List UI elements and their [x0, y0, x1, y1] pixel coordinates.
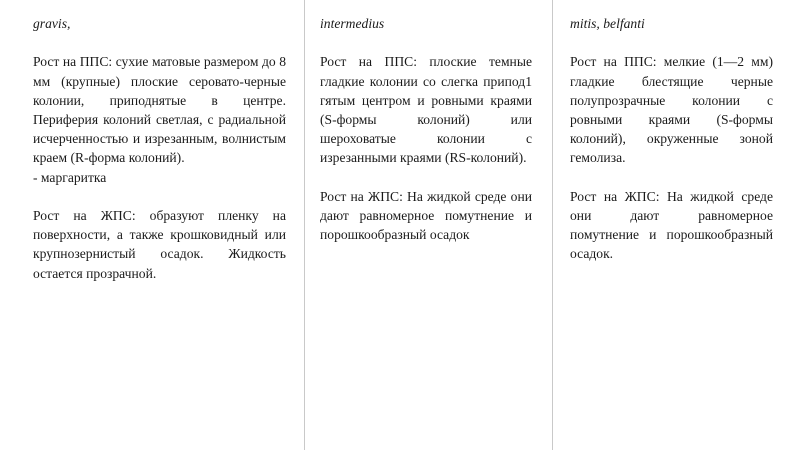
- zhps-description: Рост на ЖПС: образуют пленку на поверхности, а также крошковидный или крупнозернистый осадок. Жидкость остается прозрачной.: [33, 208, 286, 281]
- column-intermedius: [320, 14, 532, 244]
- column-heading: intermedius: [320, 16, 385, 31]
- pps-description: Рост на ППС: мелкие (1—2 мм) гладкие блестящие черные полупрозрачные колонии с ровными краями (S-формы колоний), окруженные зоной гемолиза.: [570, 54, 773, 166]
- column-divider: [552, 0, 553, 450]
- pps-description: Рост на ППС: плоские темные гладкие колонии со слегка припод1 гятым центром и ровными краями (S-формы колоний) или шероховатые колонии с изрезанными краями (RS-колоний).: [320, 54, 532, 166]
- zhps-description: Рост на ЖПС: На жидкой среде они дают равномерное помутнение и порошкообразный осадок.: [570, 188, 773, 262]
- column-gravis: [33, 14, 286, 283]
- column-mitis-belfanti: [570, 14, 773, 264]
- note-text: - маргаритка: [33, 169, 107, 185]
- zhps-description: Рост на ЖПС: На жидкой среде они дают равномерное помутнение и порошкообразный осадок: [320, 188, 532, 243]
- column-heading: mitis, belfanti: [570, 16, 645, 31]
- column-divider: [304, 0, 305, 450]
- pps-description: Рост на ППС: сухие матовые размером до 8 мм (крупные) плоские серовато-черные колонии, приподнятые в центре. Периферия колоний светлая, с радиальной исчерченностью и изрезанным, волнистым краем (R-форма колоний).: [33, 54, 286, 166]
- column-heading: gravis,: [33, 16, 71, 31]
